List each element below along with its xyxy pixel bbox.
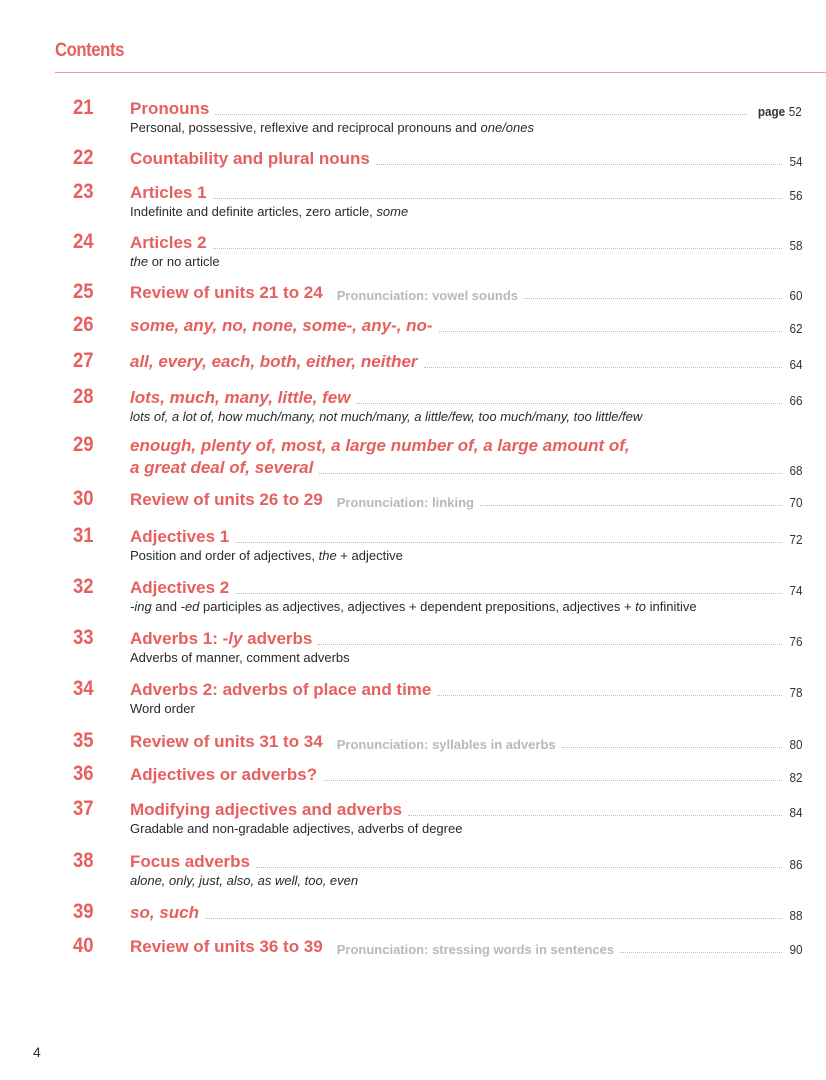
page-number-ref: [789, 805, 802, 820]
pronunciation-note: Pronunciation: stressing words in sentences: [336, 942, 615, 957]
title-line: [130, 578, 802, 598]
subtitle-segment: Gradable and non-gradable adjectives, adverbs of degree: [130, 821, 463, 836]
unit-number: 26: [73, 313, 94, 336]
page-number-ref: [789, 532, 802, 547]
unit-subtitle: [130, 120, 534, 135]
dot-leader: [424, 367, 782, 368]
unit-title[interactable]: [130, 800, 402, 820]
page-number-ref: [789, 685, 802, 700]
dot-leader: [437, 695, 781, 696]
unit-title[interactable]: [130, 629, 312, 649]
title-segment: lots, much, many, little, few: [130, 388, 351, 407]
title-segment: Adverbs 2: adverbs of place and time: [130, 680, 432, 699]
title-segment: Adjectives or adverbs?: [130, 765, 318, 784]
title-segment: Review of units 31 to 34: [130, 732, 323, 751]
subtitle-segment: the: [318, 548, 337, 563]
title-line: [130, 283, 802, 303]
page-value: 62: [788, 321, 802, 336]
dot-leader: [524, 298, 782, 299]
subtitle-segment: and: [151, 599, 181, 614]
subtitle-segment: participles as adjectives, adjectives + dependent prepositions, adjectives +: [199, 599, 636, 614]
unit-title[interactable]: [130, 903, 199, 923]
dot-leader: [620, 952, 781, 953]
unit-title[interactable]: [130, 732, 323, 752]
page-value: 78: [788, 685, 802, 700]
title-line: [130, 352, 802, 372]
title-line: [130, 852, 802, 872]
unit-title[interactable]: [130, 352, 418, 372]
subtitle-segment: -ed: [180, 599, 200, 614]
page-value: 70: [788, 495, 802, 510]
page-number-ref: [789, 154, 802, 169]
unit-number: 36: [73, 762, 94, 785]
page-number-ref: [789, 908, 802, 923]
page-number: 4: [33, 1044, 41, 1060]
page-number-ref: [789, 770, 802, 785]
title-segment: all, every, each, both, either, neither: [130, 352, 418, 371]
subtitle-segment: + adjective: [336, 548, 403, 563]
page-value: 74: [788, 583, 802, 598]
page-number-ref: [789, 393, 802, 408]
unit-number: 40: [73, 934, 94, 957]
page-value: 80: [788, 737, 802, 752]
unit-subtitle: [130, 254, 220, 269]
page-value: 84: [788, 805, 802, 820]
dot-leader: [215, 114, 747, 115]
page-value: 56: [788, 188, 802, 203]
title-segment: Focus adverbs: [130, 852, 250, 871]
unit-subtitle: [130, 548, 403, 563]
unit-number: 33: [73, 626, 94, 649]
subtitle-segment: Personal, possessive, reflexive and reciprocal pronouns and: [130, 120, 481, 135]
title-segment: Review of units 36 to 39: [130, 937, 323, 956]
unit-subtitle: [130, 701, 195, 716]
unit-subtitle: [130, 873, 358, 888]
unit-title[interactable]: [130, 765, 317, 785]
dot-leader: [480, 505, 782, 506]
page-value: 52: [788, 104, 802, 119]
page-title: Contents: [55, 40, 124, 61]
title-segment: so, such: [130, 903, 199, 922]
unit-title[interactable]: [130, 388, 350, 408]
pronunciation-note: Pronunciation: linking: [336, 495, 474, 510]
unit-number: 28: [73, 385, 94, 408]
title-line: [130, 388, 802, 408]
subtitle-segment: Indefinite and definite articles, zero article,: [130, 204, 377, 219]
title-line: [130, 458, 802, 478]
dot-leader: [408, 815, 781, 816]
page-label: page: [758, 104, 786, 119]
page-value: 68: [788, 463, 802, 478]
subtitle-segment: one/ones: [480, 120, 534, 135]
page-value: 76: [788, 634, 802, 649]
dot-leader: [318, 644, 781, 645]
page-value: 54: [788, 154, 802, 169]
title-line: [130, 680, 802, 700]
dot-leader: [439, 331, 782, 332]
dot-leader: [205, 918, 782, 919]
dot-leader: [376, 164, 782, 165]
page-number-ref: [789, 942, 802, 957]
dot-leader: [356, 403, 781, 404]
unit-subtitle: [130, 821, 462, 836]
title-segment: Pronouns: [130, 99, 210, 118]
page-number-ref: [789, 737, 802, 752]
dot-leader: [323, 780, 781, 781]
title-segment: Review of units 21 to 24: [130, 283, 323, 302]
unit-title-line-1[interactable]: enough, plenty of, most, a large number of, a large amount of,: [130, 436, 630, 455]
unit-title[interactable]: [130, 852, 250, 872]
title-segment: adverbs: [242, 629, 313, 648]
title-segment: Articles 2: [130, 233, 207, 252]
dot-leader: [213, 248, 782, 249]
unit-title[interactable]: [130, 99, 209, 119]
subtitle-segment: to: [635, 599, 647, 614]
unit-number: 30: [73, 487, 94, 510]
title-segment: Adverbs 1:: [130, 629, 223, 648]
title-line: [130, 183, 802, 203]
dot-leader: [213, 198, 782, 199]
subtitle-segment: alone, only, just, also, as well, too, even: [130, 873, 359, 888]
page-number-ref: [789, 583, 802, 598]
unit-number: 37: [73, 797, 94, 820]
unit-number: 35: [73, 729, 94, 752]
page-value: 90: [788, 942, 802, 957]
dot-leader: [235, 593, 781, 594]
page-number-ref: [789, 634, 802, 649]
page-value: 60: [788, 288, 802, 303]
page-value: 58: [788, 238, 802, 253]
title-line: [130, 800, 802, 820]
unit-number: 25: [73, 280, 94, 303]
unit-subtitle: [130, 204, 408, 219]
unit-subtitle: [130, 650, 350, 665]
unit-number: 27: [73, 349, 94, 372]
title-segment: a great deal of, several: [130, 458, 314, 477]
title-line: [130, 903, 802, 923]
unit-title[interactable]: [130, 490, 323, 510]
title-segment: Review of units 26 to 29: [130, 490, 323, 509]
page-value: 64: [788, 357, 802, 372]
unit-number: 22: [73, 146, 94, 169]
title-segment: some, any, no, none, some-, any-, no-: [130, 316, 433, 335]
unit-title[interactable]: [130, 149, 370, 169]
page-value: 66: [788, 393, 802, 408]
unit-number: 38: [73, 849, 94, 872]
unit-title[interactable]: [130, 458, 313, 478]
page-number-ref: [789, 495, 802, 510]
subtitle-segment: Adverbs of manner, comment adverbs: [130, 650, 350, 665]
dot-leader: [562, 747, 782, 748]
title-segment: Countability and plural nouns: [130, 149, 370, 168]
page-value: 88: [788, 908, 802, 923]
title-line: [130, 732, 802, 752]
subtitle-segment: some: [376, 204, 409, 219]
unit-number: 32: [73, 575, 94, 598]
page-number-ref: [789, 463, 802, 478]
pronunciation-note: Pronunciation: vowel sounds: [336, 288, 519, 303]
title-line: [130, 527, 802, 547]
page-value: 86: [788, 857, 802, 872]
title-segment: Modifying adjectives and adverbs: [130, 800, 403, 819]
unit-number: 29: [73, 433, 94, 456]
unit-number: 31: [73, 524, 94, 547]
title-line: [130, 937, 802, 957]
title-segment: -ly: [222, 629, 243, 648]
subtitle-segment: infinitive: [646, 599, 697, 614]
title-line: [130, 99, 802, 119]
dot-leader: [235, 542, 781, 543]
pronunciation-note: Pronunciation: syllables in adverbs: [336, 737, 556, 752]
title-line: [130, 490, 802, 510]
page-number-ref: [789, 857, 802, 872]
unit-title[interactable]: [130, 680, 431, 700]
unit-title[interactable]: [130, 937, 323, 957]
page-number-ref: [789, 188, 802, 203]
title-segment: Adjectives 2: [130, 578, 230, 597]
page-number-ref: [789, 238, 802, 253]
title-line: [130, 629, 802, 649]
subtitle-segment: the: [130, 254, 149, 269]
subtitle-segment: Position and order of adjectives,: [130, 548, 319, 563]
unit-number: 24: [73, 230, 94, 253]
dot-leader: [319, 473, 781, 474]
unit-title[interactable]: [130, 527, 229, 547]
page-number-ref: [789, 357, 802, 372]
subtitle-segment: lots of, a lot of, how much/many, not much/many, a little/few, too much/many, too little/few: [130, 409, 643, 424]
title-line: [130, 149, 802, 169]
page-value: 82: [788, 770, 802, 785]
title-segment: Articles 1: [130, 183, 207, 202]
unit-number: 34: [73, 677, 94, 700]
subtitle-segment: or no article: [148, 254, 220, 269]
page-number-ref: [789, 321, 802, 336]
page-number-ref: [758, 104, 802, 119]
unit-subtitle: [130, 599, 697, 614]
title-line: [130, 765, 802, 785]
unit-title[interactable]: [130, 316, 433, 336]
title-line: [130, 233, 802, 253]
page-value: 72: [788, 532, 802, 547]
unit-title[interactable]: [130, 183, 207, 203]
page-number-ref: [789, 288, 802, 303]
unit-number: 39: [73, 900, 94, 923]
title-line-1: [130, 436, 802, 456]
title-line: [130, 316, 802, 336]
unit-title[interactable]: [130, 578, 229, 598]
unit-number: 21: [73, 96, 94, 119]
unit-title[interactable]: [130, 233, 207, 253]
subtitle-segment: Word order: [130, 701, 195, 716]
unit-subtitle: [130, 409, 642, 424]
heading-divider: [55, 72, 826, 73]
unit-title[interactable]: [130, 283, 323, 303]
dot-leader: [256, 867, 782, 868]
unit-number: 23: [73, 180, 94, 203]
title-segment: Adjectives 1: [130, 527, 230, 546]
subtitle-segment: -ing: [130, 599, 152, 614]
